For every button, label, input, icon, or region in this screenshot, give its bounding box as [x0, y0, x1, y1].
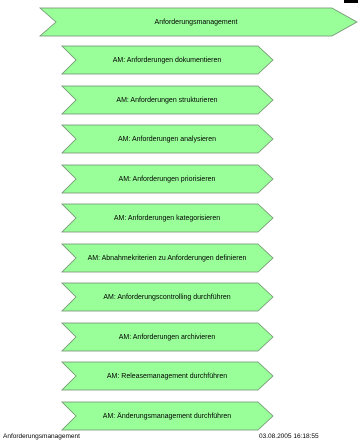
- process-step-label: AM: Releasemanagement durchführen: [106, 372, 228, 380]
- process-step-label: AM: Anforderungen strukturieren: [116, 96, 218, 104]
- process-step-shape: [62, 402, 274, 430]
- process-step-label: AM: Anforderungen kategorisieren: [113, 214, 221, 222]
- process-step-label: AM: Anforderungen dokumentieren: [112, 56, 222, 64]
- process-step-shape: [62, 125, 274, 153]
- process-step-shape: [62, 323, 274, 351]
- process-step-shape: [62, 86, 274, 114]
- process-step-shape: [62, 165, 274, 193]
- corner-mark: [344, 0, 358, 3]
- process-step-label: AM: Abnahmekriterien zu Anforderungen definieren: [87, 254, 247, 262]
- process-step-label: AM: Anforderungen analysieren: [117, 135, 217, 143]
- footer-title: Anforderungsmanagement: [3, 433, 80, 440]
- header-label: Anforderungsmanagement: [154, 18, 238, 26]
- process-step-shape: [62, 362, 274, 390]
- process-step-shape: [62, 244, 274, 272]
- process-step-label: AM: Anforderungen archivieren: [118, 333, 216, 341]
- process-step-label: AM: Anforderungen priorisieren: [118, 175, 216, 183]
- header-shape: [40, 8, 358, 36]
- process-step-shape: [62, 283, 274, 311]
- process-step-label: AM: Änderungsmanagement durchführen: [102, 412, 232, 420]
- process-step-shape: [62, 204, 274, 232]
- process-step-shape: [62, 46, 274, 74]
- process-step-label: AM: Anforderungscontrolling durchführen: [103, 293, 231, 301]
- footer-timestamp: 03.08.2005 16:18:55: [259, 433, 319, 440]
